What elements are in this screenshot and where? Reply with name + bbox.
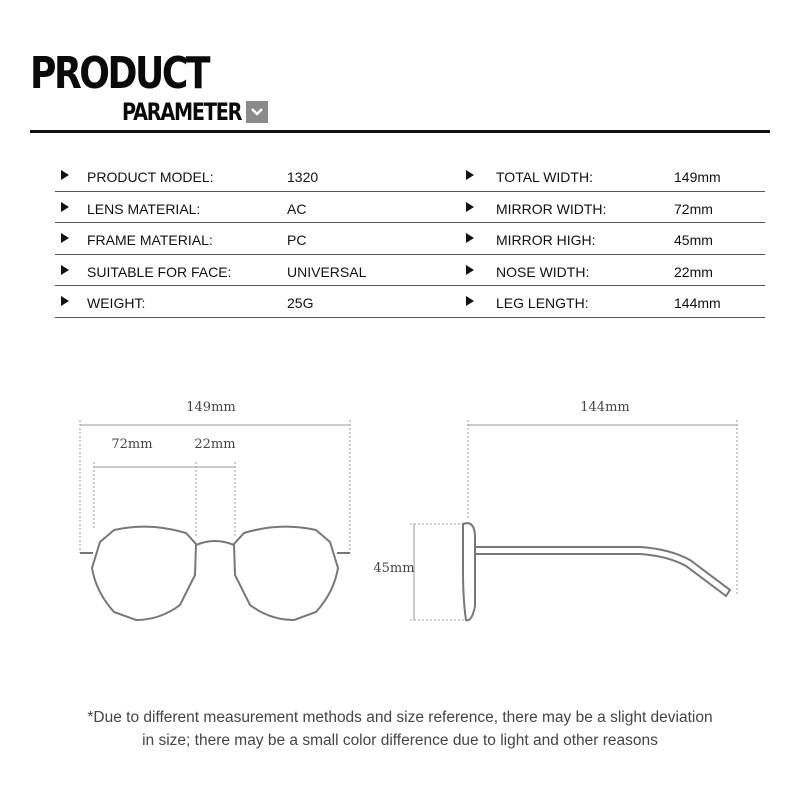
side-lens-frame bbox=[463, 523, 475, 620]
parameter-value: AC bbox=[287, 200, 307, 217]
parameter-value: 149mm bbox=[674, 169, 721, 185]
parameter-value: 72mm bbox=[674, 200, 713, 217]
leg-length-label: 144mm bbox=[580, 400, 630, 415]
page-subtitle: PARAMETER bbox=[122, 98, 242, 126]
parameter-label: WEIGHT: bbox=[87, 295, 146, 311]
parameter-label: SUITABLE FOR FACE: bbox=[87, 263, 232, 280]
disclaimer-line-1: *Due to different measurement methods and size reference, there may be a slight deviation bbox=[87, 709, 713, 726]
page-title: PRODUCT bbox=[30, 48, 209, 99]
parameter-label: MIRROR HIGH: bbox=[496, 232, 596, 248]
parameter-value: 25G bbox=[287, 295, 314, 311]
lens-width-label: 72mm bbox=[111, 437, 153, 452]
side-view-dimensions bbox=[410, 420, 737, 620]
parameter-label: TOTAL WIDTH: bbox=[496, 169, 593, 185]
parameter-value: 144mm bbox=[674, 295, 721, 311]
parameter-value: UNIVERSAL bbox=[287, 263, 367, 280]
left-lens-frame bbox=[92, 527, 196, 620]
parameter-value: 22mm bbox=[674, 263, 713, 280]
total-width-label: 149mm bbox=[186, 400, 236, 415]
glasses-front-view bbox=[80, 527, 350, 620]
parameter-label: PRODUCT MODEL: bbox=[87, 169, 214, 185]
parameter-label: LEG LENGTH: bbox=[496, 295, 589, 311]
parameter-label: FRAME MATERIAL: bbox=[87, 232, 213, 248]
parameter-value: 45mm bbox=[674, 232, 713, 248]
nose-width-label: 22mm bbox=[194, 437, 236, 452]
parameter-value: 1320 bbox=[287, 169, 319, 185]
parameter-label: LENS MATERIAL: bbox=[87, 200, 201, 217]
lens-height-label: 45mm bbox=[373, 561, 415, 576]
temple-arm bbox=[475, 547, 730, 596]
parameter-label: NOSE WIDTH: bbox=[496, 263, 590, 280]
right-lens-frame bbox=[234, 527, 338, 620]
disclaimer-line-2: in size; there may be a small color difference due to light and other reasons bbox=[142, 732, 658, 749]
nose-bridge bbox=[196, 541, 234, 545]
parameter-label: MIRROR WIDTH: bbox=[496, 200, 607, 217]
glasses-side-view bbox=[463, 523, 730, 620]
parameter-value: PC bbox=[287, 232, 307, 248]
